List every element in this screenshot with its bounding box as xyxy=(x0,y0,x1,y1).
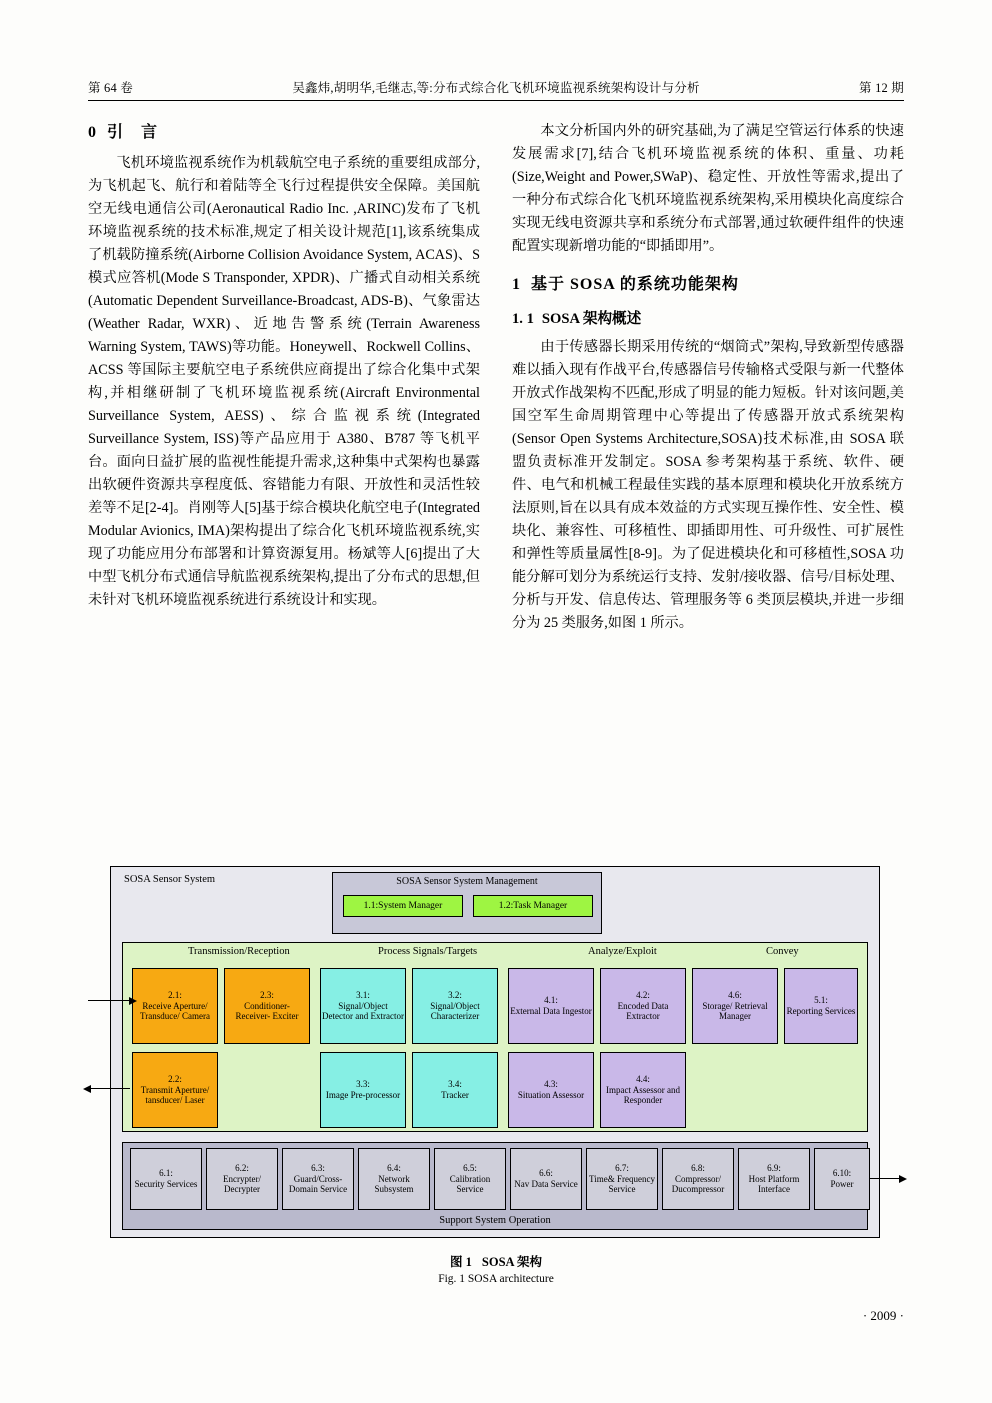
subsection-heading-1-1 xyxy=(512,308,904,332)
figure-caption-cn-text: SOSA 架构 xyxy=(481,1255,542,1269)
module-6-10: 6.10: Power xyxy=(814,1148,870,1210)
module-system-manager: 1.1:System Manager xyxy=(343,895,463,917)
module-6-3: 6.3: Guard/Cross- Domain Service xyxy=(282,1148,354,1210)
subsection-number-1-1: 1. 1 xyxy=(512,310,534,327)
figure-caption-en: Fig. 1 SOSA architecture xyxy=(438,1273,554,1286)
band-label-analyze: Analyze/Exploit xyxy=(588,946,657,957)
section-number-1: 1 xyxy=(512,276,521,293)
section-heading-1 xyxy=(512,272,904,298)
sosa-management-box xyxy=(332,872,602,934)
band-label-convey: Convey xyxy=(766,946,799,957)
arrow-transmit-out xyxy=(90,1088,130,1089)
module-6-5: 6.5: Calibration Service xyxy=(434,1148,506,1210)
module-4-3: 4.3: Situation Assessor xyxy=(508,1052,594,1128)
module-6-9: 6.9: Host Platform Interface xyxy=(738,1148,810,1210)
support-band-label: Support System Operation xyxy=(439,1215,551,1226)
figure-caption xyxy=(88,1253,904,1288)
module-6-2: 6.2: Encrypter/ Decrypter xyxy=(206,1148,278,1210)
module-3-3: 3.3: Image Pre-processor xyxy=(320,1052,406,1128)
module-6-6: 6.6: Nav Data Service xyxy=(510,1148,582,1210)
module-2-3: 2.3: Conditioner- Receiver- Exciter xyxy=(224,968,310,1044)
figure-caption-cn xyxy=(88,1253,904,1271)
diagram-canvas xyxy=(88,866,904,1238)
section-heading-0 xyxy=(88,120,480,146)
section-title-1: 基于 SOSA 的系统功能架构 xyxy=(531,276,739,293)
figure-sosa xyxy=(88,866,904,1238)
sosa-sensor-system-label: SOSA Sensor System xyxy=(124,874,216,885)
arrow-receive-in xyxy=(88,1000,130,1001)
figure-caption-label: 图 1 xyxy=(450,1255,472,1269)
arrow-power-out xyxy=(870,1178,900,1179)
paragraph-contribution: 本文分析国内外的研究基础,为了满足空管运行体系的快速发展需求[7],结合飞机环境监视系统的体积、重量、功耗(Size,Weight and Power,SWaP)、稳定性、开放性等需求,提出了一种分布式综合化飞机环境监视系统架构,采用模块化高度综合实现无线电资源共享和系统分布式部署,通过软硬件组件的快速配置实现新增功能的“即插即用”。 xyxy=(512,123,904,254)
module-3-2: 3.2: Signal/Object Characterizer xyxy=(412,968,498,1044)
module-4-2: 4.2: Encoded Data Extractor xyxy=(600,968,686,1044)
running-head-volume: 第 64 卷 xyxy=(88,81,133,95)
module-6-7: 6.7: Time& Frequency Service xyxy=(586,1148,658,1210)
paragraph-sosa-overview: 由于传感器长期采用传统的“烟筒式”架构,导致新型传感器难以插入现有作战平台,传感器信号传输格式受限与新一代整体开放式作战架构不匹配,形成了明显的能力短板。针对该问题,美国空军生命周期管理中心等提出了传感器开放式系统架构(Sensor Open Systems Architecture,SOSA)技术标准,由 SOSA 联盟负责标准开发制定。SOSA 参考架构基于系统、软件、硬件、电气和机械工程最佳实践的基本原理和模块化开放系统方法原则,旨在以具有成本效益的方式实现互操作性、安全性、模块化、兼容性、可移植性、即插即用性、可升级性、可扩展性和弹性等质量属性[8-9]。为了促进模块化和可移植性,SOSA 功能分解可划分为系统运行支持、发射/接收器、信号/目标处理、分析与开发、信息传达、管理服务等 6 类顶层模块,并进一步细分为 25 类服务,如图 1 所示。 xyxy=(512,338,904,631)
module-6-1: 6.1: Security Services xyxy=(130,1148,202,1210)
column-right xyxy=(512,120,904,635)
subsection-title-1-1: SOSA 架构概述 xyxy=(541,310,642,327)
page-number: · 2009 · xyxy=(862,1308,904,1323)
module-5-1: 5.1: Reporting Services xyxy=(784,968,858,1044)
column-left xyxy=(88,120,480,612)
running-head-issue: 第 12 期 xyxy=(859,81,904,95)
section-title-0: 引 言 xyxy=(107,124,159,141)
module-6-8: 6.8: Compressor/ Ducompressor xyxy=(662,1148,734,1210)
band-label-process: Process Signals/Targets xyxy=(378,946,478,957)
header-rule xyxy=(88,100,904,101)
running-head xyxy=(88,78,904,96)
module-2-1: 2.1: Receive Aperture/ Transduce/ Camera xyxy=(132,968,218,1044)
section-number-0: 0 xyxy=(88,124,97,141)
module-task-manager: 1.2:Task Manager xyxy=(473,895,593,917)
module-3-1: 3.1: Signal/Object Detector and Extractor xyxy=(320,968,406,1044)
module-3-4: 3.4: Tracker xyxy=(412,1052,498,1128)
sosa-management-title: SOSA Sensor System Management xyxy=(396,876,538,887)
module-4-1: 4.1: External Data Ingestor xyxy=(508,968,594,1044)
running-head-title: 吴鑫炜,胡明华,毛继志,等:分布式综合化飞机环境监视系统架构设计与分析 xyxy=(292,81,700,95)
band-label-transmission: Transmission/Reception xyxy=(188,946,290,957)
module-6-4: 6.4: Network Subsystem xyxy=(358,1148,430,1210)
module-4-4: 4.4: Impact Assessor and Responder xyxy=(600,1052,686,1128)
module-2-2: 2.2: Transmit Aperture/ tansducer/ Laser xyxy=(132,1052,218,1128)
module-4-6: 4.6: Storage/ Retrieval Manager xyxy=(692,968,778,1044)
paragraph-intro: 飞机环境监视系统作为机载航空电子系统的重要组成部分,为飞机起飞、航行和着陆等全飞行过程提供安全保障。美国航空无线电通信公司(Aeronautical Radio Inc. ,ARINC)发布了飞机环境监视系统的技术标准,规定了相关设计规范[1],该系统集成了机载防撞系统(Airborne Collision Avoidance System, ACAS)、S 模式应答机(Mode S Transponder, XPDR)、广播式自动相关系统(Automatic Dependent Surveillance-Broadcast, ADS-B)、气象雷达(Weather Radar, WXR)、近地告警系统(Terrain Awareness Warning System, TAWS)等功能。Honeywell、Rockwell Collins、ACSS 等国际主要航空电子系统供应商提出了综合化集中式架构,并相继研制了飞机环境监视系统(Aircraft Environmental Surveillance System, AESS)、综合监视系统(Integrated Surveillance System, ISS)等产品应用于 A380、B787 等飞机平台。面向日益扩展的监视性能提升需求,这种集中式架构也暴露出软硬件资源共享程度低、容错能力有限、开放性和灵活性较差等不足[2-4]。肖刚等人[5]基于综合模块化航空电子(Integrated Modular Avionics, IMA)架构提出了综合化飞机环境监视系统,实现了功能应用分布部署和计算资源复用。杨斌等人[6]提出了大中型飞机分布式通信导航监视系统架构,提出了分布式的思想,但未针对飞机环境监视系统进行系统设计和实现。 xyxy=(88,154,480,608)
